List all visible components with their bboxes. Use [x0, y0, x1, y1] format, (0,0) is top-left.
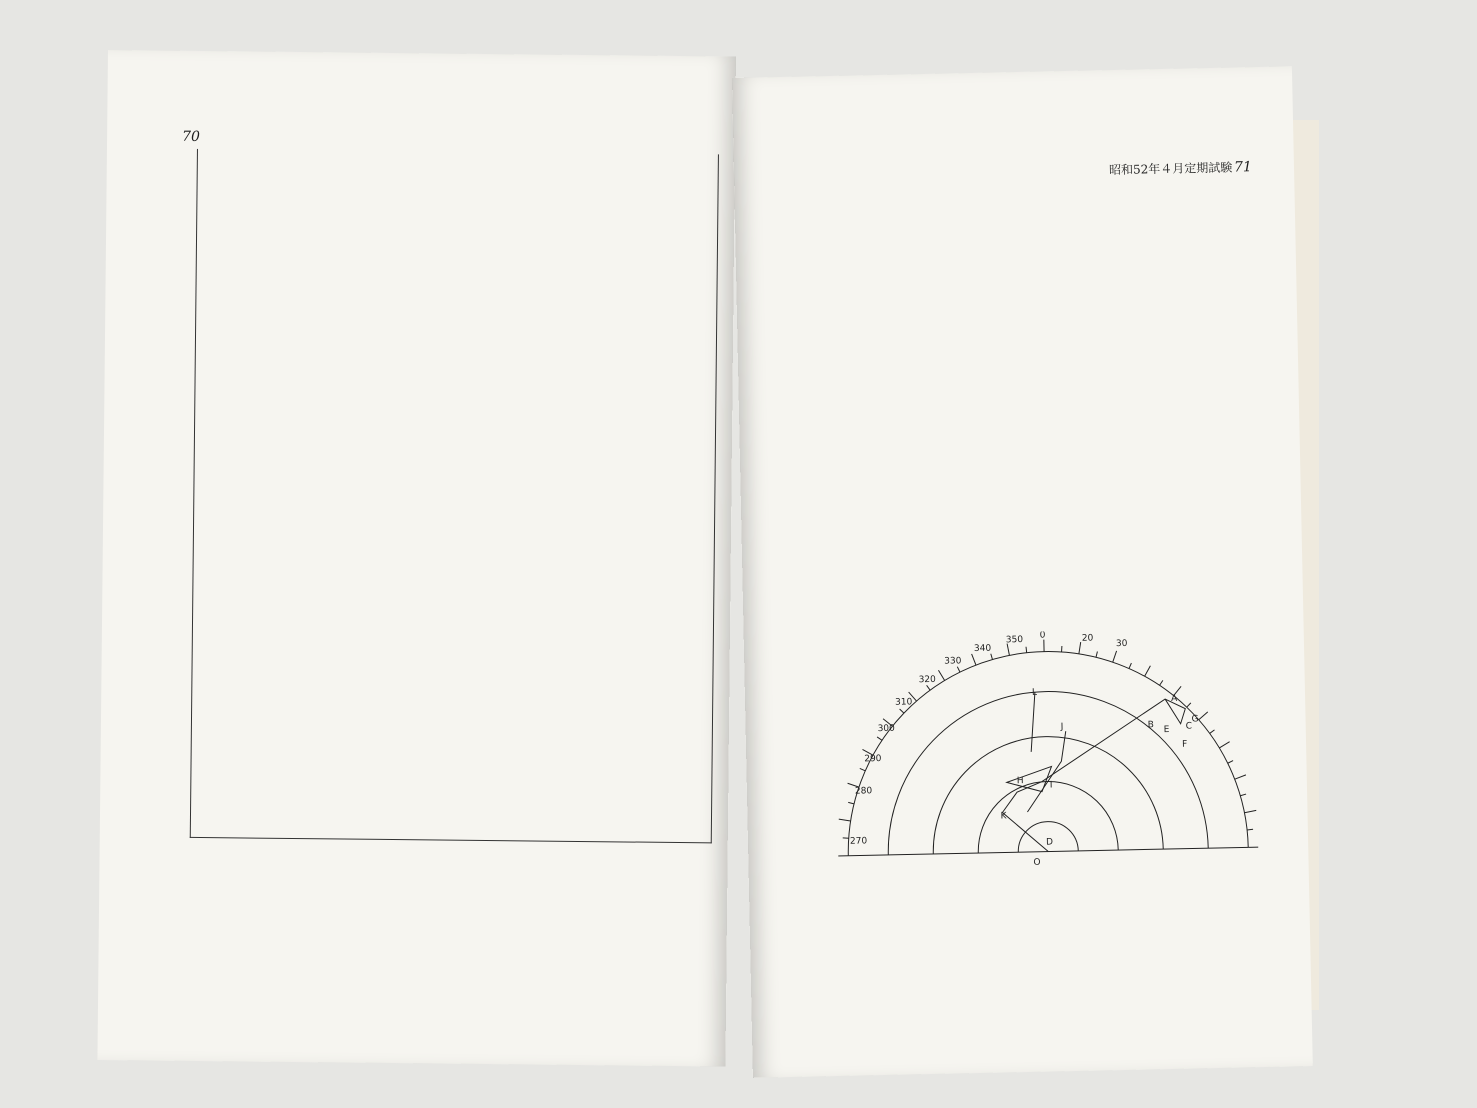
text-line: [201, 227, 219, 243]
scale-tick: [1235, 775, 1246, 779]
scale-tick: [1210, 730, 1215, 734]
left-page: [97, 50, 736, 1067]
plot-label: L: [1031, 687, 1038, 698]
text-line: [184, 859, 194, 875]
scale-tick: [927, 685, 931, 690]
scale-tick: [1187, 703, 1191, 707]
text-line: [195, 763, 213, 779]
scale-tick: [900, 709, 904, 713]
plot-label: 300: [877, 723, 895, 735]
text-line: [199, 380, 217, 396]
right-page: [732, 66, 1313, 1078]
plot-vector: [1025, 691, 1068, 812]
plot-label: I: [1049, 780, 1053, 791]
text-line: [196, 712, 214, 728]
question-text: [108, 50, 736, 57]
range-ring: [931, 734, 1163, 854]
text-line: [200, 329, 218, 345]
text-line: [202, 176, 220, 192]
scale-tick: [972, 654, 976, 665]
text-line: [196, 686, 214, 702]
plot-label: 290: [864, 754, 882, 765]
range-ring: [885, 688, 1208, 855]
text-line: [199, 406, 217, 422]
text-line: [196, 737, 214, 753]
scale-tick: [1228, 761, 1233, 764]
text-line: [211, 865, 229, 881]
question-4-line: [199, 457, 217, 473]
scale-tick: [1247, 829, 1253, 830]
plot-label: 0: [1039, 630, 1046, 641]
answer-3: [732, 66, 1292, 78]
plot-label: H: [1016, 776, 1024, 787]
plot-label: K: [1000, 811, 1007, 822]
plot-label: A: [1170, 693, 1178, 704]
scale-tick: [957, 667, 960, 672]
plot-label: B: [1147, 720, 1154, 731]
text-line: [212, 814, 230, 830]
text-line: [200, 355, 218, 371]
plot-label: E: [1163, 724, 1170, 736]
plot-label: 340: [973, 643, 992, 655]
text-line: [200, 304, 218, 320]
plot-label: 320: [918, 674, 936, 686]
scale-tick: [991, 654, 993, 660]
scale-tick: [938, 670, 944, 681]
scale-tick: [1112, 651, 1116, 662]
scale-tick: [860, 768, 865, 771]
answer-text: [732, 66, 1292, 78]
plot-label: F: [1181, 739, 1188, 750]
text-line: [201, 202, 219, 218]
scale-tick: [1219, 742, 1230, 748]
scale-tick: [1096, 651, 1098, 657]
plot-label: 310: [895, 697, 913, 708]
text-line: [198, 482, 216, 498]
scale-tick: [1129, 663, 1132, 668]
plot-label: O: [1033, 857, 1041, 868]
text-line: [199, 431, 217, 447]
scale-tick: [1144, 666, 1150, 677]
scale-tick: [843, 838, 849, 839]
page-number: 71: [1233, 159, 1252, 176]
plot-label: D: [1045, 837, 1054, 848]
scale-tick: [1159, 680, 1163, 685]
plot-label: J: [1060, 722, 1064, 733]
text-line: [198, 533, 216, 549]
text-line: [200, 278, 218, 294]
text-line: [198, 559, 216, 575]
plot-label: 270: [849, 836, 868, 847]
page-number: 70: [182, 128, 201, 145]
question-5-line: [197, 610, 215, 626]
text-line: [202, 151, 220, 167]
plot-label: C: [1185, 721, 1193, 732]
text-line: [197, 584, 215, 600]
plot-label: 350: [1005, 635, 1024, 646]
scale-tick: [1061, 646, 1062, 652]
radar-plot-diagram: [834, 627, 1259, 876]
scale-tick: [1199, 712, 1208, 720]
plot-label: 30: [1115, 638, 1128, 650]
plot-label: G: [1191, 714, 1199, 725]
question-box: [190, 149, 719, 843]
text-line: [212, 789, 230, 805]
running-header: 昭和52年４月定期試験: [1108, 160, 1233, 178]
scale-tick: [839, 819, 851, 821]
plot-label: 20: [1081, 633, 1094, 644]
text-line: [777, 882, 787, 898]
scale-tick: [1244, 810, 1256, 812]
answer-1: [108, 50, 736, 57]
scale-tick: [1240, 794, 1246, 796]
question-3-intro: [201, 253, 219, 269]
plot-label: 330: [944, 656, 962, 667]
text-line: [764, 292, 774, 308]
scale-tick: [877, 737, 882, 741]
text-line: [198, 508, 216, 524]
scale-tick: [1079, 642, 1081, 654]
bearing-scale-arc: [844, 647, 1248, 855]
text-line: [212, 840, 230, 856]
plot-label: 280: [854, 786, 873, 797]
scale-tick: [848, 802, 854, 804]
scale-tick: [1026, 647, 1027, 653]
